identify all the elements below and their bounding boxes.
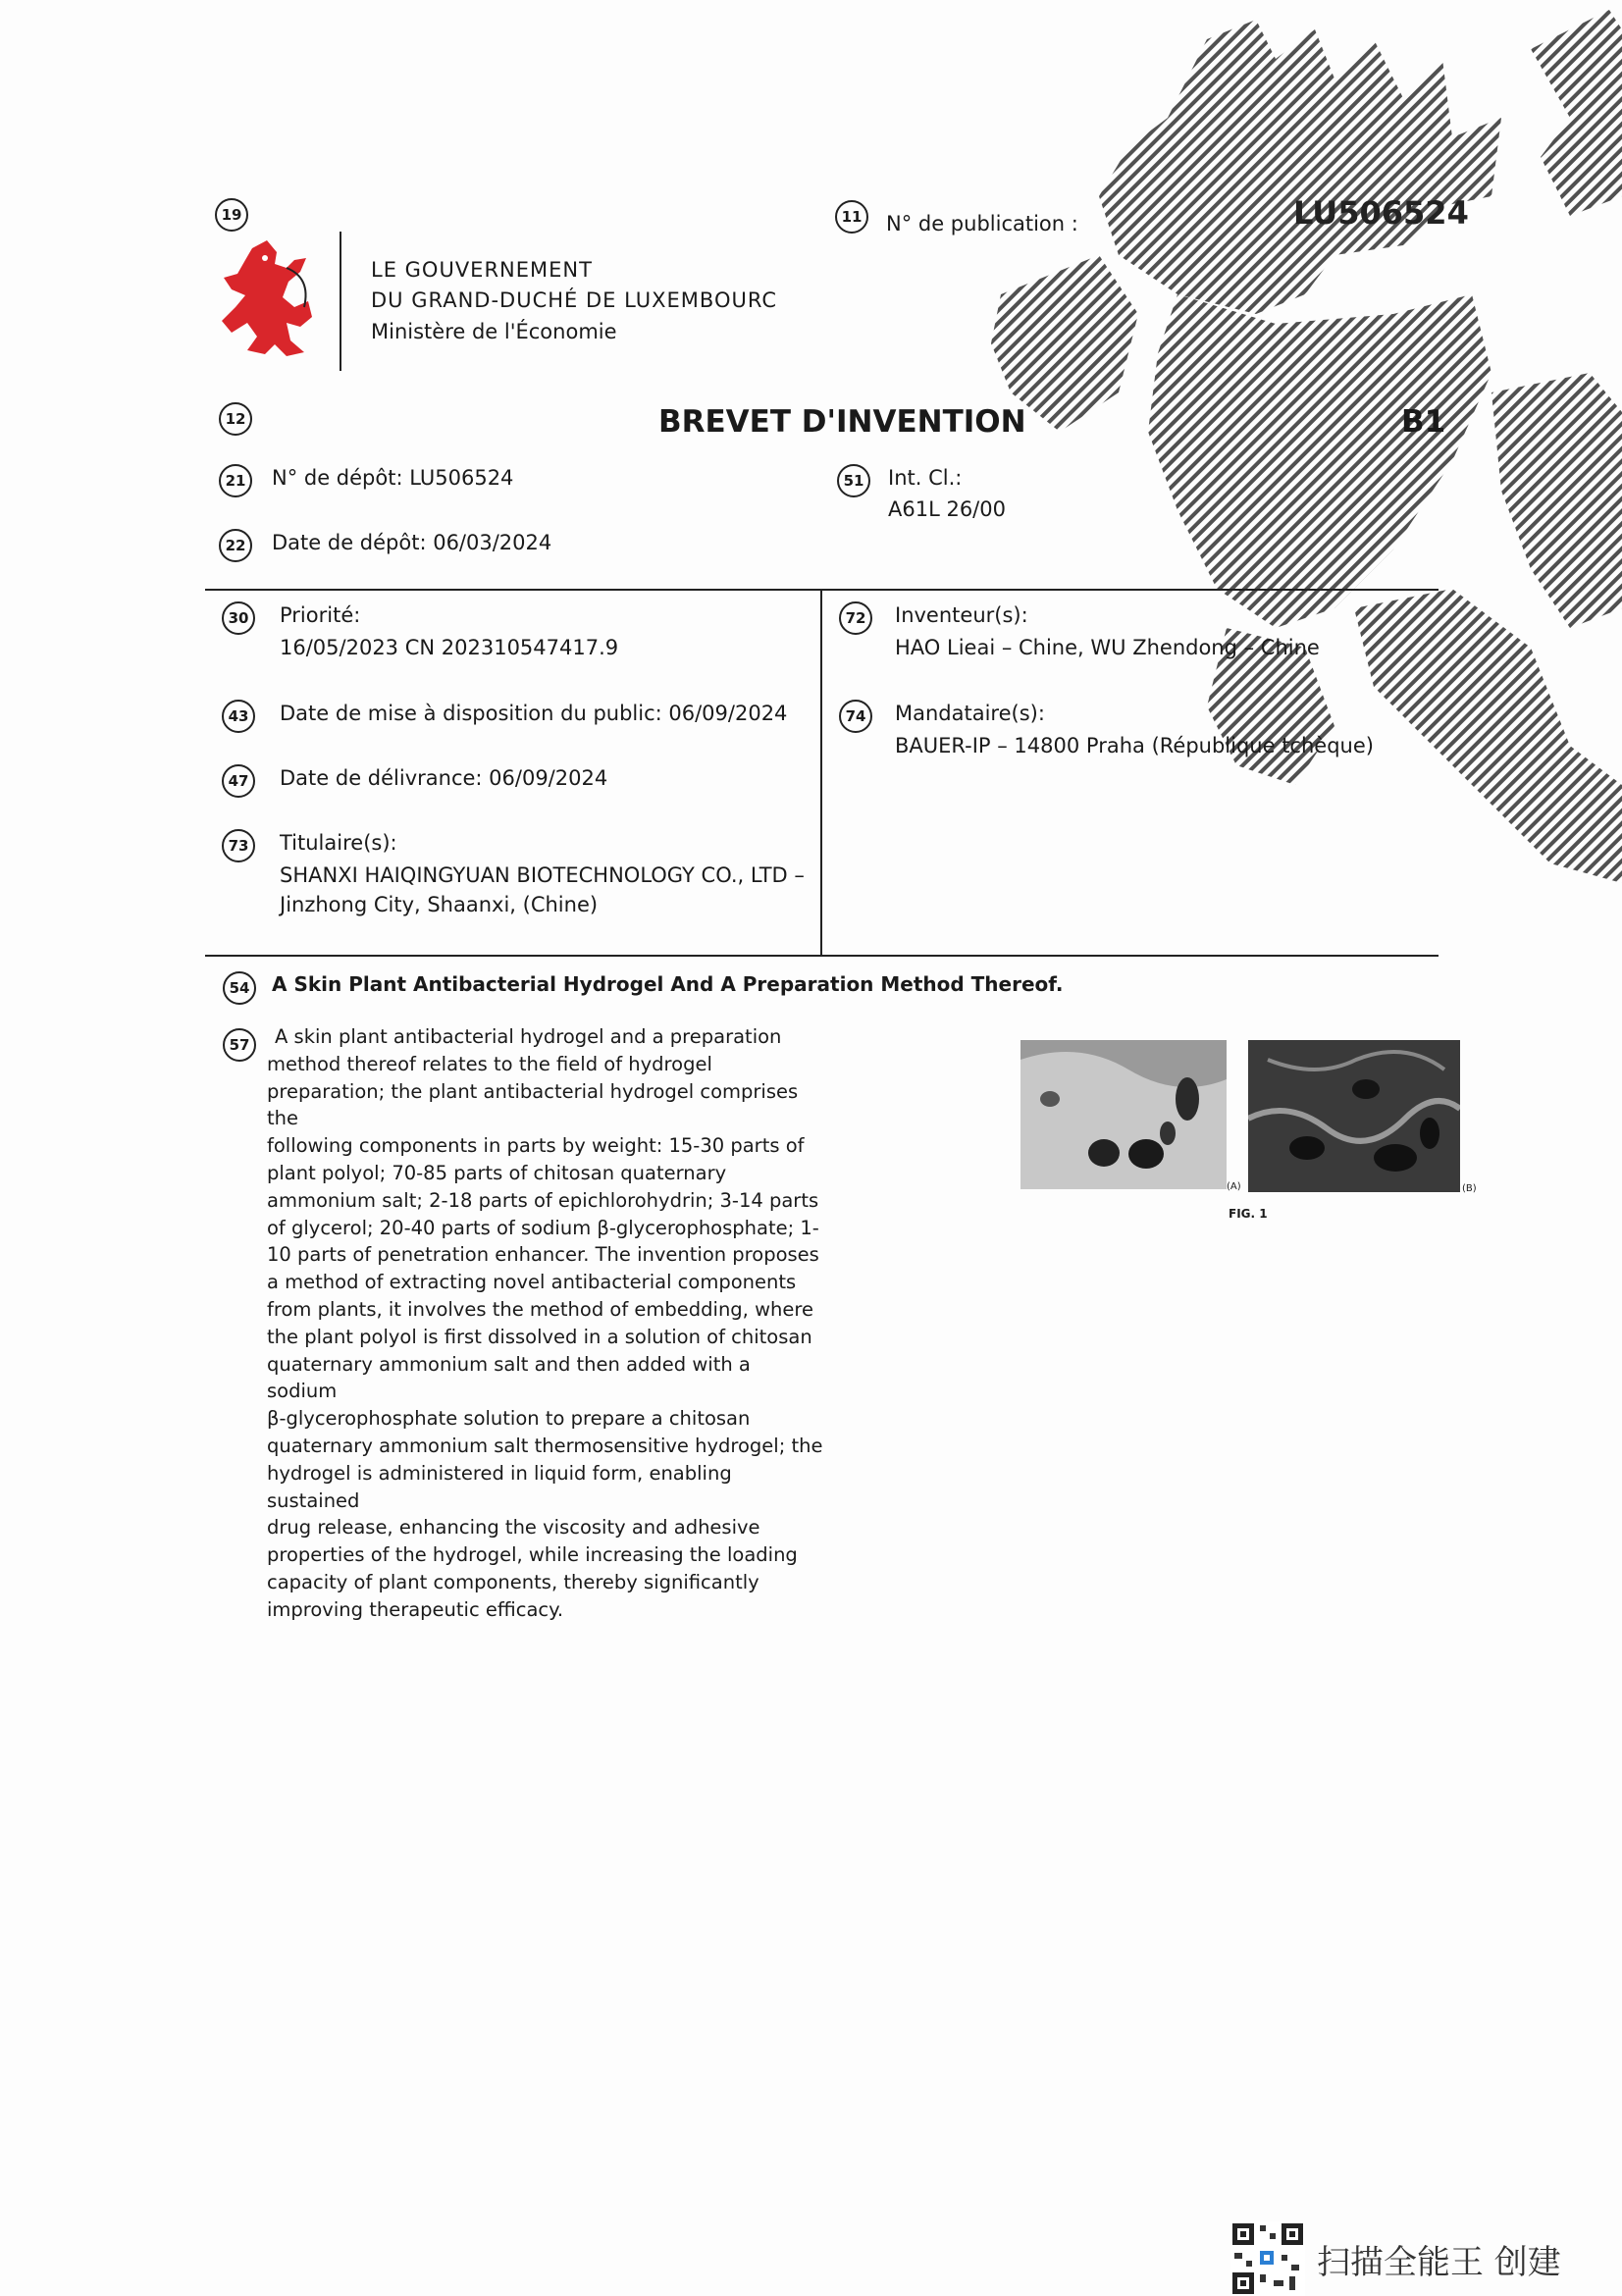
abstract-line: drug release, enhancing the viscosity and adhesive: [267, 1516, 760, 1539]
int-cl-value: A61L 26/00: [888, 497, 1006, 521]
code-12: 12: [219, 402, 252, 436]
abstract-line: improving therapeutic efficacy.: [267, 1597, 564, 1621]
figure-label-b: (B): [1462, 1183, 1477, 1194]
gov-line-1: LE GOUVERNEMENT: [371, 258, 593, 282]
holder-line-1: SHANXI HAIQINGYUAN BIOTECHNOLOGY CO., LTD –: [280, 863, 805, 887]
abstract-line: hydrogel is administered in liquid form, enabling sustained: [267, 1461, 732, 1512]
abstract-line: 10 parts of penetration enhancer. The invention proposes: [267, 1243, 819, 1267]
code-74: 74: [839, 700, 872, 733]
abstract-line: following components in parts by weight: 15-30 parts of: [267, 1134, 805, 1158]
abstract-text: [267, 1023, 826, 1624]
abstract-line: plant polyol; 70-85 parts of chitosan quaternary: [267, 1161, 727, 1184]
abstract-line: A skin plant antibacterial hydrogel and a preparation: [275, 1025, 782, 1048]
abstract-line: preparation; the plant antibacterial hydrogel comprises the: [267, 1079, 799, 1130]
depot-date: Date de dépôt: 06/03/2024: [272, 531, 552, 554]
code-73: 73: [222, 829, 255, 862]
code-72: 72: [839, 601, 872, 635]
code-11: 11: [835, 200, 868, 234]
code-47: 47: [222, 764, 255, 798]
code-19: 19: [215, 198, 248, 232]
agent-value: BAUER-IP – 14800 Praha (République tchèque): [895, 734, 1374, 757]
public-date: Date de mise à disposition du public: 06/09/2024: [280, 702, 788, 725]
depot-number: N° de dépôt: LU506524: [272, 466, 514, 490]
priority-label: Priorité:: [280, 603, 361, 627]
publication-number: LU506524: [1293, 194, 1469, 232]
red-lion-emblem: [218, 238, 316, 358]
gov-line-2: DU GRAND-DUCHÉ DE LUXEMBOURC: [371, 288, 778, 312]
abstract-line: method thereof relates to the field of hydrogel: [267, 1052, 712, 1075]
figure-image-b: [1248, 1040, 1460, 1192]
scanner-watermark-text: 扫描全能王 创建: [1317, 2243, 1561, 2282]
abstract-line: the plant polyol is first dissolved in a solution of chitosan: [267, 1325, 812, 1348]
inventor-value: HAO Lieai – Chine, WU Zhendong – Chine: [895, 636, 1320, 659]
table-bottom-rule: [205, 955, 1439, 957]
priority-value: 16/05/2023 CN 202310547417.9: [280, 636, 619, 659]
abstract-line: quaternary ammonium salt and then added with a sodium: [267, 1352, 751, 1403]
figure-image-a: [1020, 1040, 1227, 1189]
figure-caption: FIG. 1: [1229, 1207, 1268, 1221]
delivery-date: Date de délivrance: 06/09/2024: [280, 766, 608, 790]
code-57: 57: [223, 1028, 256, 1062]
abstract-line: of glycerol; 20-40 parts of sodium β-glycerophosphate; 1-: [267, 1216, 819, 1239]
header-divider: [340, 232, 341, 371]
publication-label: N° de publication :: [886, 212, 1078, 235]
abstract-line: quaternary ammonium salt thermosensitive hydrogel; the: [267, 1434, 823, 1457]
abstract-line: ammonium salt; 2-18 parts of epichlorohydrin; 3-14 parts: [267, 1188, 819, 1212]
code-30: 30: [222, 601, 255, 635]
abstract-line: properties of the hydrogel, while increasing the loading: [267, 1543, 798, 1567]
invention-title: A Skin Plant Antibacterial Hydrogel And A Preparation Method Thereof.: [272, 972, 1064, 996]
kind-code: B1: [1401, 404, 1446, 440]
abstract-line: β-glycerophosphate solution to prepare a chitosan: [267, 1407, 751, 1431]
abstract-line: a method of extracting novel antibacterial components: [267, 1271, 797, 1294]
code-51: 51: [837, 464, 870, 497]
doc-title: BREVET D'INVENTION: [658, 404, 1026, 440]
code-54: 54: [223, 971, 256, 1005]
holder-line-2: Jinzhong City, Shaanxi, (Chine): [280, 893, 599, 916]
table-column-divider: [820, 589, 822, 956]
code-21: 21: [219, 464, 252, 497]
int-cl-label: Int. Cl.:: [888, 466, 963, 490]
gov-line-3: Ministère de l'Économie: [371, 320, 617, 343]
figure-label-a: (A): [1227, 1181, 1241, 1192]
agent-label: Mandataire(s):: [895, 702, 1045, 725]
inventor-label: Inventeur(s):: [895, 603, 1028, 627]
code-22: 22: [219, 529, 252, 562]
qr-code-icon: [1230, 2221, 1305, 2296]
holder-label: Titulaire(s):: [280, 831, 397, 855]
abstract-line: from plants, it involves the method of embedding, where: [267, 1297, 813, 1321]
abstract-line: capacity of plant components, thereby significantly: [267, 1570, 759, 1593]
code-43: 43: [222, 700, 255, 733]
